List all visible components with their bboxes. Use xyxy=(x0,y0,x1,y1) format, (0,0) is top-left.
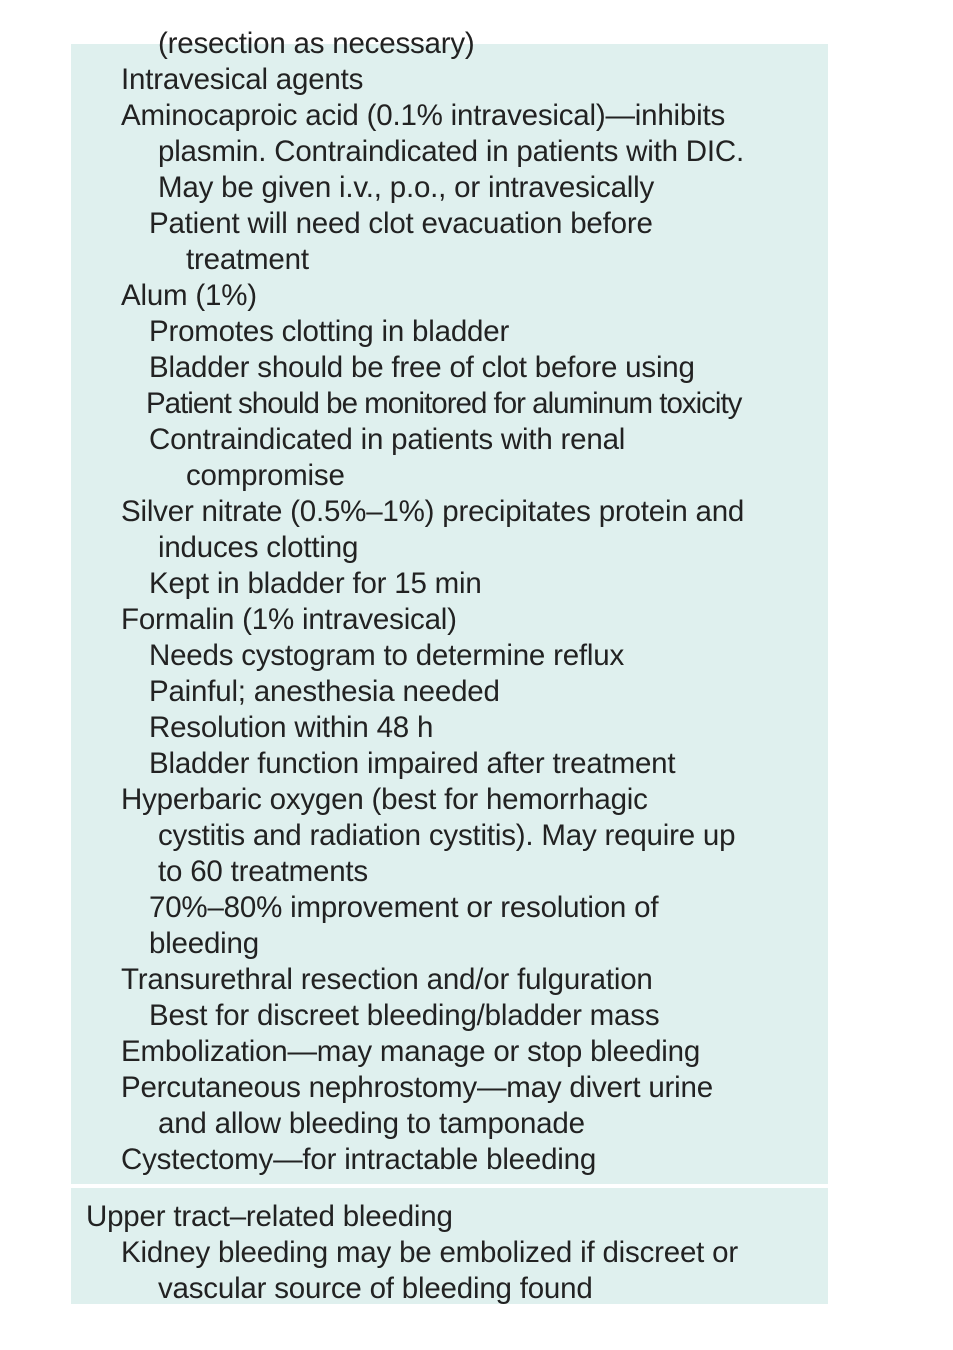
list-item: to 60 treatments xyxy=(158,855,368,888)
list-item: Promotes clotting in bladder xyxy=(149,315,510,348)
list-item: and allow bleeding to tamponade xyxy=(158,1107,585,1140)
list-item: treatment xyxy=(186,243,309,276)
list-item: Patient will need clot evacuation before xyxy=(149,207,653,240)
list-item: 70%–80% improvement or resolution of xyxy=(149,891,659,924)
list-item: Transurethral resection and/or fulguration xyxy=(121,963,653,996)
list-item: induces clotting xyxy=(158,531,359,564)
list-item: (resection as necessary) xyxy=(158,27,475,60)
treatment-list-panel xyxy=(71,27,828,1184)
list-item: Formalin (1% intravesical) xyxy=(121,603,457,636)
list-item: Aminocaproic acid (0.1% intravesical)—inhibits xyxy=(121,99,725,132)
list-item: Best for discreet bleeding/bladder mass xyxy=(149,999,660,1032)
list-item: Embolization—may manage or stop bleeding xyxy=(121,1035,701,1068)
list-item: Silver nitrate (0.5%–1%) precipitates protein and xyxy=(121,495,745,528)
list-item: cystitis and radiation cystitis). May require up xyxy=(158,819,736,852)
list-item: Cystectomy—for intractable bleeding xyxy=(121,1143,597,1176)
list-item: vascular source of bleeding found xyxy=(158,1272,593,1305)
list-item: compromise xyxy=(186,459,345,492)
list-item: Bladder function impaired after treatment xyxy=(149,747,676,780)
list-item: Resolution within 48 h xyxy=(149,711,434,744)
list-item: Patient should be monitored for aluminum toxicity xyxy=(146,387,742,420)
upper-tract-panel xyxy=(71,1188,828,1304)
list-item: Bladder should be free of clot before using xyxy=(149,351,695,384)
list-item: Needs cystogram to determine reflux xyxy=(149,639,625,672)
list-item: bleeding xyxy=(149,927,259,960)
list-item: Alum (1%) xyxy=(121,279,257,312)
list-item: May be given i.v., p.o., or intravesically xyxy=(158,171,655,204)
list-item: Hyperbaric oxygen (best for hemorrhagic xyxy=(121,783,648,816)
list-item: plasmin. Contraindicated in patients with DIC. xyxy=(158,135,745,168)
list-item: Kept in bladder for 15 min xyxy=(149,567,482,600)
list-item: Percutaneous nephrostomy—may divert urine xyxy=(121,1071,713,1104)
section-heading: Upper tract–related bleeding xyxy=(86,1200,453,1233)
list-item: Kidney bleeding may be embolized if discreet or xyxy=(121,1236,738,1269)
list-item: Painful; anesthesia needed xyxy=(149,675,500,708)
section-heading: Intravesical agents xyxy=(121,63,364,96)
list-item: Contraindicated in patients with renal xyxy=(149,423,626,456)
